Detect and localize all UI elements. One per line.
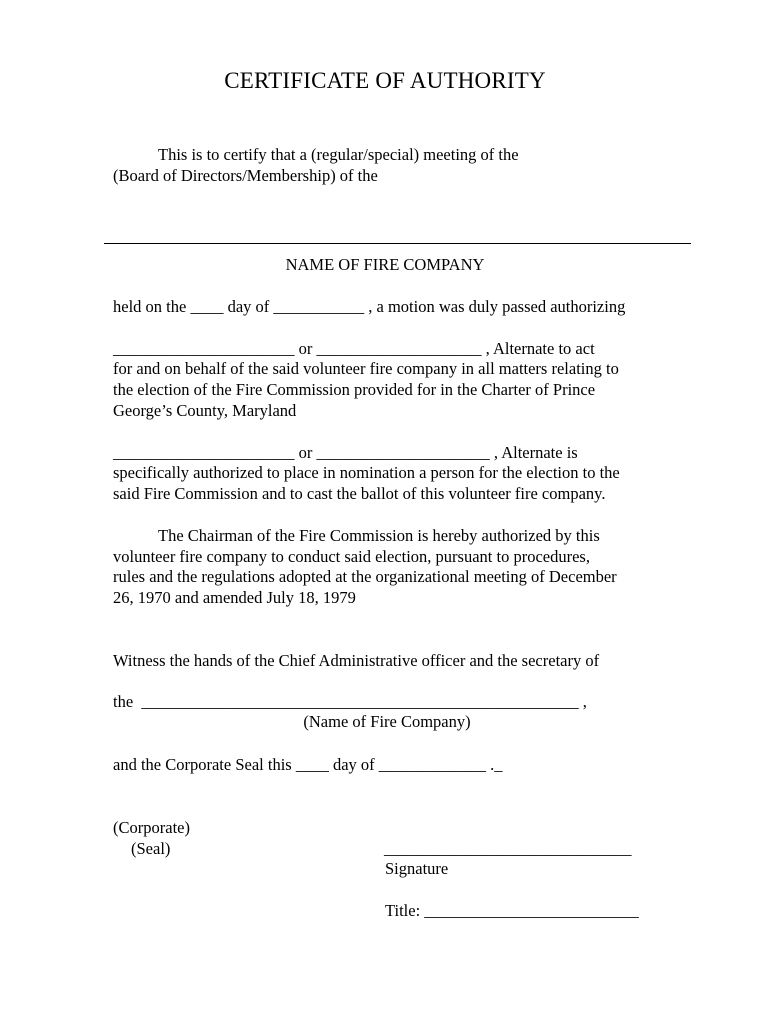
chairman-line-3: rules and the regulations adopted at the organizational meeting of December	[113, 567, 617, 586]
signature-label: Signature	[385, 859, 449, 878]
witness-line: Witness the hands of the Chief Administrative officer and the secretary of	[113, 651, 600, 670]
company-name-blank-line	[104, 243, 691, 244]
alternate-act-line-2: for and on behalf of the said volunteer fire company in all matters relating to	[113, 359, 619, 378]
intro-line-1: This is to certify that a (regular/special) meeting of the	[158, 145, 519, 164]
corporate-seal-label: (Corporate)	[113, 818, 190, 837]
alternate-act-line-1: ______________________ or ____________________ , Alternate to act	[113, 339, 595, 358]
chairman-line-1: The Chairman of the Fire Commission is hereby authorized by this	[158, 526, 600, 545]
intro-line-2: (Board of Directors/Membership) of the	[113, 166, 378, 185]
alternate-act-line-3: the election of the Fire Commission provided for in the Charter of Prince	[113, 380, 596, 399]
fire-company-caption: (Name of Fire Company)	[303, 712, 471, 731]
corporate-seal-day-line: and the Corporate Seal this ____ day of _____________ ._	[113, 755, 503, 774]
company-name-caption: NAME OF FIRE COMPANY	[285, 255, 485, 274]
document-title: CERTIFICATE OF AUTHORITY	[224, 68, 546, 93]
title-blank-line: Title: __________________________	[385, 901, 639, 920]
alternate-nominate-line-2: specifically authorized to place in nomination a person for the election to the	[113, 463, 620, 482]
seal-label: (Seal)	[131, 839, 171, 858]
held-on-line: held on the ____ day of ___________ , a motion was duly passed authorizing	[113, 297, 626, 316]
alternate-nominate-line-1: ______________________ or _____________________ , Alternate is	[113, 443, 578, 462]
chairman-line-2: volunteer fire company to conduct said election, pursuant to procedures,	[113, 547, 590, 566]
alternate-act-line-4: George’s County, Maryland	[113, 401, 297, 420]
alternate-nominate-line-3: said Fire Commission and to cast the ballot of this volunteer fire company.	[113, 484, 606, 503]
signature-blank-line: ______________________________	[384, 839, 632, 858]
chairman-line-4: 26, 1970 and amended July 18, 1979	[113, 588, 356, 607]
fire-company-blank-line: the _____________________________________________________ ,	[113, 692, 587, 711]
